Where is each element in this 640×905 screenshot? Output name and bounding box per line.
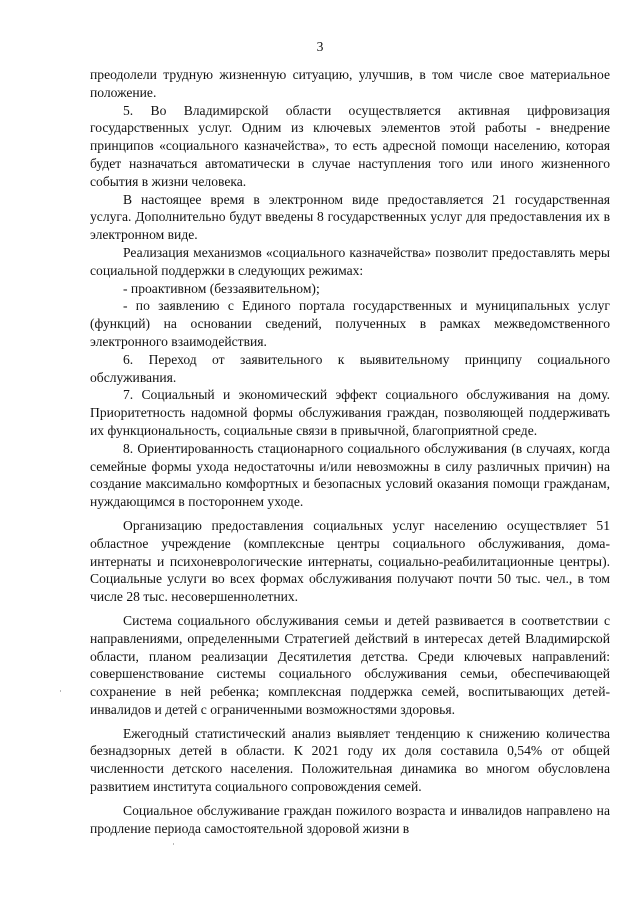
paragraph-electronic-services: В настоящее время в электронном виде предоставляется 21 государственная услуга. Дополнительно будут введены 8 государственных услуг для предоставления их в электронном виде. bbox=[90, 191, 610, 243]
paragraph-item-5: 5. Во Владимирской области осуществляется активная цифровизация государственных услуг. Одним из ключевых элементов этой работы - внедрение принципов «социального казначейства», то есть адресной помощи населению, которая будет назначаться автоматически в случае наступления того или иного жизненного события в жизни человека. bbox=[90, 102, 610, 189]
paragraph-institutions: Организацию предоставления социальных услуг населению осуществляет 51 областное учреждение (комплексные центры социального обслуживания, дома-интернаты и психоневрологические интернаты, социально-реабилитационные центры). Социальные услуги во всех формах обслуживания получают почти 50 тыс. чел., в том числе 28 тыс. несовершеннолетних. bbox=[90, 517, 610, 605]
paragraph-item-8: 8. Ориентированность стационарного социального обслуживания (в случаях, когда семейные формы ухода недостаточны и/или невозможны в силу различных причин) на создание максимально комфортных и безопасных условий оказания помощи гражданам, нуждающимся в постороннем уходе. bbox=[90, 440, 610, 510]
paragraph-family-services: Система социального обслуживания семьи и детей развивается в соответствии с направлениями, определенными Стратегией действий в интересах детей Владимирской области, планом реализации Десятилетия детства. Среди ключевых направлений: совершенствование системы социального обслуживания семьи, обеспечивающей сохранение в ней ребенка; комплексная поддержка семей, воспитывающих детей-инвалидов и детей с ограниченными возможностями здоровья. bbox=[90, 612, 610, 717]
scan-speck bbox=[60, 690, 61, 692]
paragraph-item-6: 6. Переход от заявительного к выявительному принципу социального обслуживания. bbox=[90, 351, 610, 385]
list-item-proactive: - проактивном (беззаявительном); bbox=[123, 280, 320, 296]
paragraph-continuation: преодолели трудную жизненную ситуацию, улучшив, в том числе свое материальное положение. bbox=[90, 67, 610, 100]
document-body bbox=[90, 66, 610, 837]
paragraph-elderly-services: Социальное обслуживание граждан пожилого возраста и инвалидов направлено на продление периода самостоятельной здоровой жизни в bbox=[90, 802, 610, 836]
paragraph-statistics: Ежегодный статистический анализ выявляет тенденцию к снижению количества безнадзорных детей в области. К 2021 году их доля составила 0,54% от общей численности детского населения. Положительная динамика во многом обусловлена развитием института социального сопровождения семей. bbox=[90, 725, 610, 795]
page-number: 3 bbox=[316, 39, 324, 54]
paragraph-treasury-modes: Реализация механизмов «социального казначейства» позволит предоставлять меры социальной поддержки в следующих режимах: bbox=[90, 244, 610, 278]
paragraph-item-7: 7. Социальный и экономический эффект социального обслуживания на дому. Приоритетность надомной формы обслуживания граждан, позволяющей поддерживать их функциональность, социальные связи в привычной, благоприятной среде. bbox=[90, 387, 610, 438]
scan-speck bbox=[173, 843, 174, 845]
list-item-on-request: - по заявлению с Единого портала государственных и муниципальных услуг (функций) на основании сведений, полученных в рамках межведомственного электронного взаимодействия. bbox=[90, 298, 610, 349]
